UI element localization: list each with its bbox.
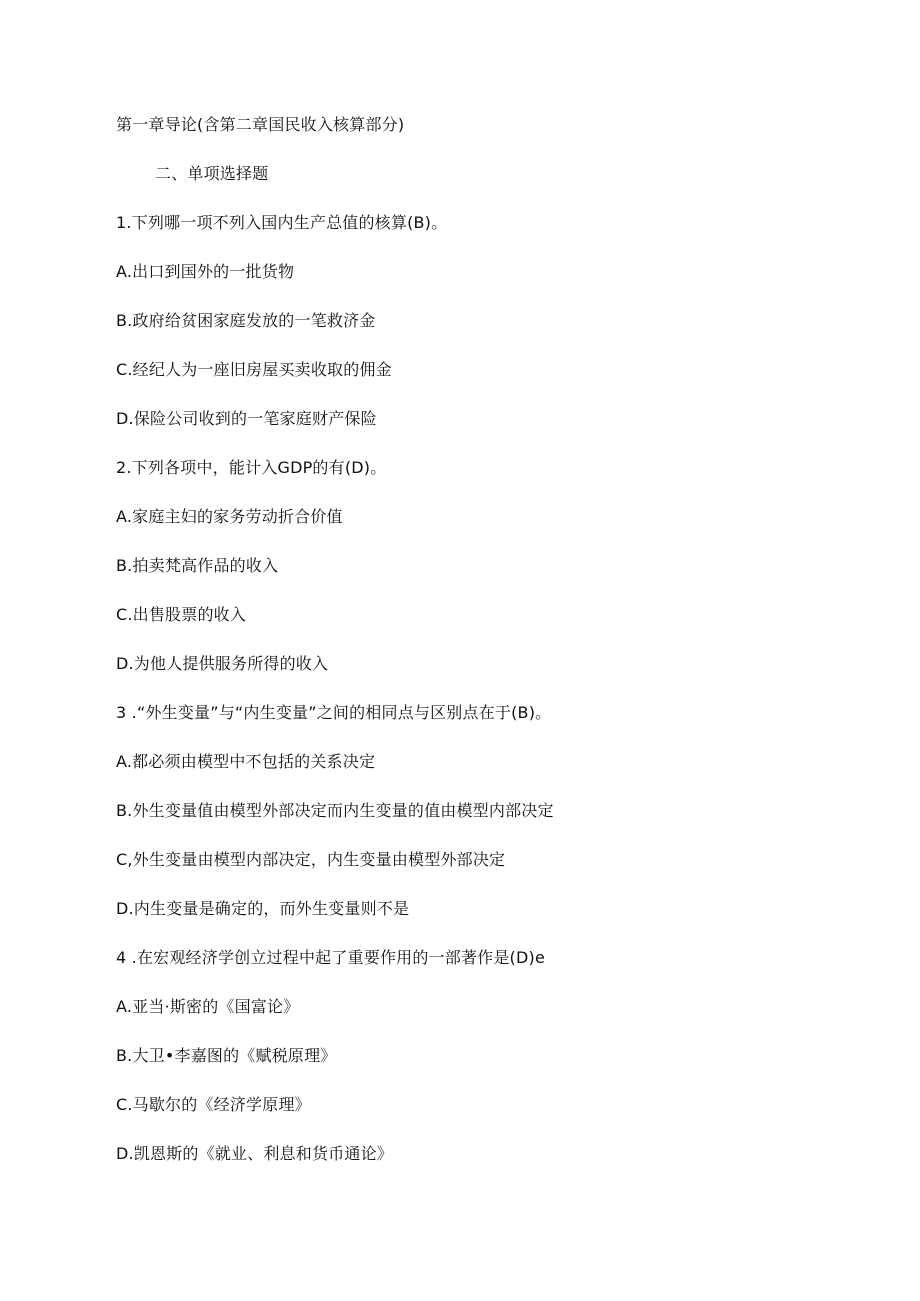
section-title: 二、单项选择题: [155, 164, 269, 183]
question-3-option-c: C,外生变量由模型内部决定，内生变量由模型外部决定: [116, 850, 506, 869]
chapter-title: 第一章导论(含第二章国民收入核算部分): [116, 115, 405, 134]
question-4-stem: 4 .在宏观经济学创立过程中起了重要作用的一部著作是(D)e: [116, 948, 546, 967]
question-4-option-a: A.亚当·斯密的《国富论》: [116, 997, 300, 1016]
question-3-option-b: B.外生变量值由模型外部决定而内生变量的值由模型内部决定: [116, 801, 554, 820]
question-4-option-d: D.凯恩斯的《就业、利息和货币通论》: [116, 1144, 394, 1163]
question-2-stem: 2.下列各项中，能计入GDP的有(D)。: [116, 458, 387, 477]
question-2-option-b: B.拍卖梵高作品的收入: [116, 556, 279, 575]
question-4-option-b: B.大卫•李嘉图的《赋税原理》: [116, 1046, 337, 1065]
question-3-stem: 3 .“外生变量”与“内生变量”之间的相同点与区别点在于(B)。: [116, 703, 552, 722]
question-4-option-c: C.马歇尔的《经济学原理》: [116, 1095, 311, 1114]
question-3-option-d: D.内生变量是确定的，而外生变量则不是: [116, 899, 410, 918]
question-1-stem: 1.下列哪一项不列入国内生产总值的核算(B)。: [116, 213, 448, 232]
question-2-option-a: A.家庭主妇的家务劳动折合价值: [116, 507, 343, 526]
question-1-option-b: B.政府给贫困家庭发放的一笔救济金: [116, 311, 376, 330]
question-1-option-c: C.经纪人为一座旧房屋买卖收取的佣金: [116, 360, 392, 379]
question-1-option-a: A.出口到国外的一批货物: [116, 262, 295, 281]
question-1-option-d: D.保险公司收到的一笔家庭财产保险: [116, 409, 377, 428]
question-2-option-c: C.出售股票的收入: [116, 605, 247, 624]
question-2-option-d: D.为他人提供服务所得的收入: [116, 654, 329, 673]
question-3-option-a: A.都必须由模型中不包括的关系决定: [116, 752, 376, 771]
